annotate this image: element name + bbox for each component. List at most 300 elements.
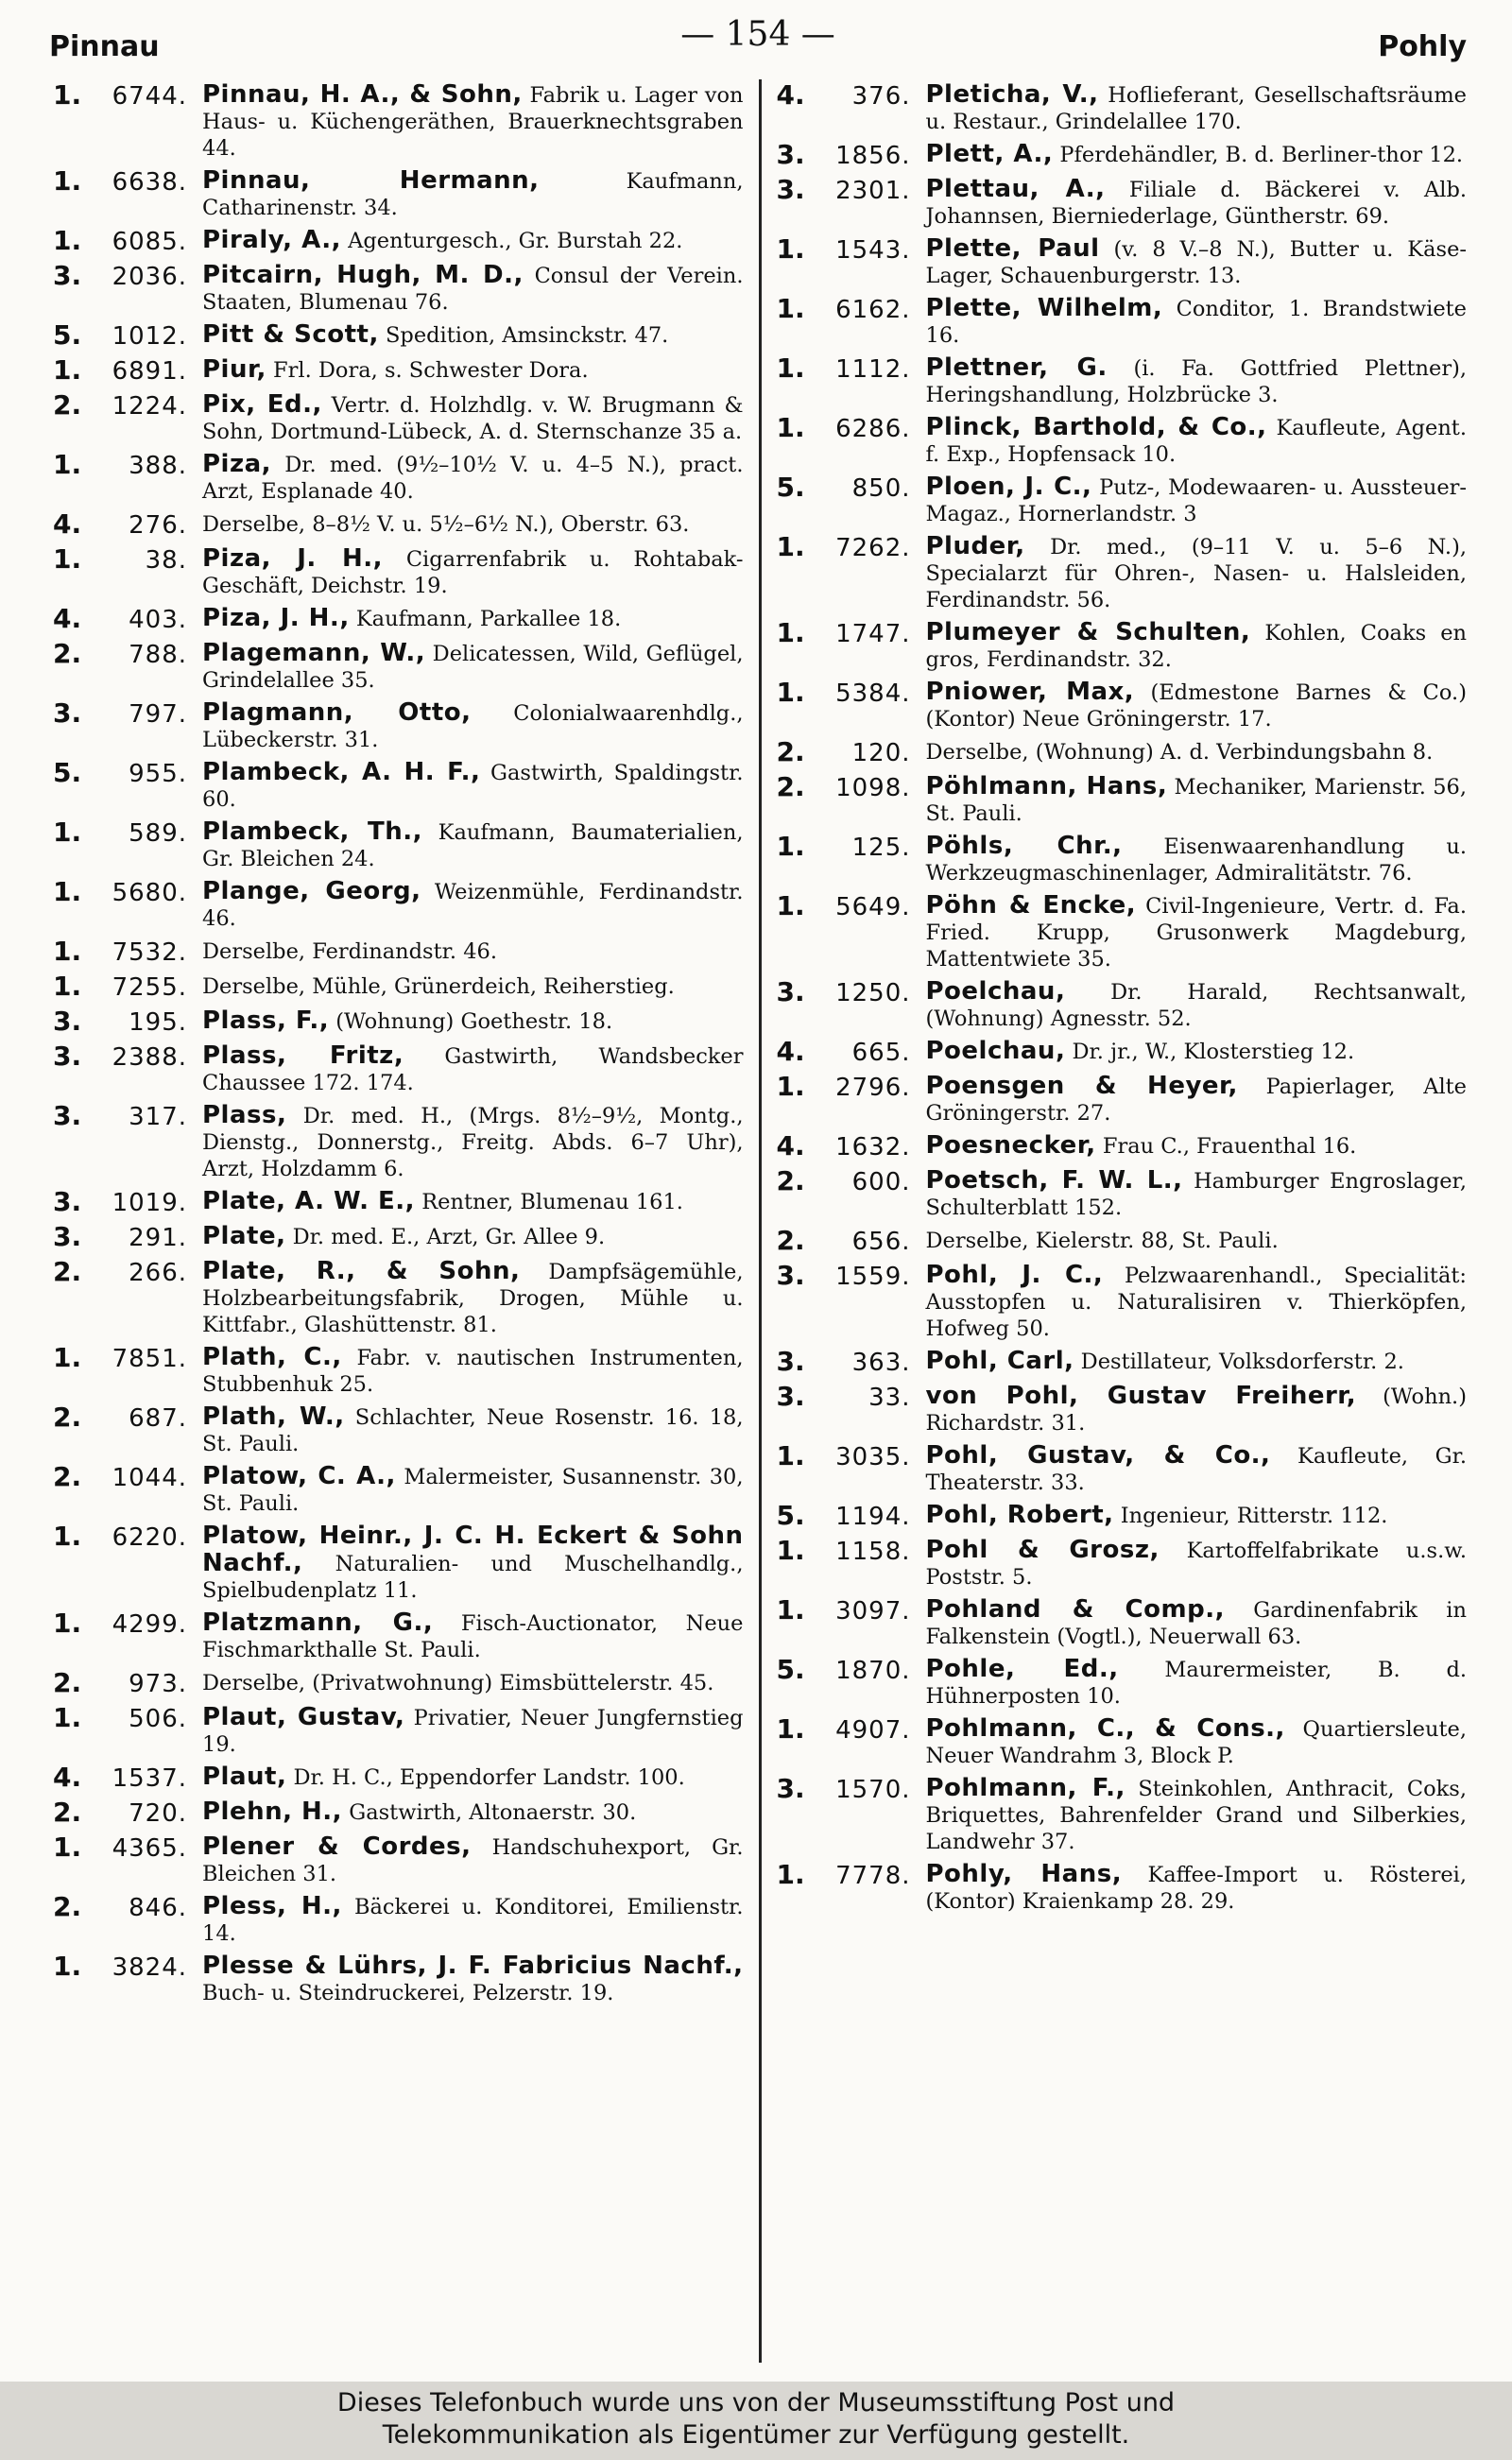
directory-entry [777, 1381, 1468, 1436]
subscriber-details: Civil-Ingenieure, Vertr. d. Fa. Fried. Krupp, Grusonwerk Magdeburg, Mattentwiete 35. [925, 894, 1467, 972]
phone-number [53, 1891, 193, 1922]
phone-number [777, 1346, 917, 1377]
subscriber-name: von Pohl, Gustav Freiherr, [925, 1382, 1357, 1410]
subscriber-name: Pohl, J. C., [925, 1261, 1104, 1289]
entry-text [917, 139, 1468, 168]
phone-number [53, 697, 193, 729]
subscriber-name: Poesnecker, [925, 1131, 1096, 1160]
exchange-number: 3. [53, 1100, 82, 1131]
directory-entry [53, 1702, 744, 1758]
exchange-number: 4. [53, 508, 82, 540]
entry-text [193, 817, 744, 872]
directory-entry [777, 1713, 1468, 1769]
phone-number [777, 412, 917, 443]
subscriber-name: Plate, A. W. E., [202, 1187, 416, 1215]
subscriber-details: Rentner, Blumenau 161. [421, 1190, 683, 1214]
entry-text [193, 603, 744, 632]
entry-text [193, 1832, 744, 1887]
subscriber-details: Dr. med., (9–11 V. u. 5–6 N.), Specialarzt für Ohren-, Nasen- u. Halsleiden, Ferdinandstr. 56. [925, 535, 1467, 612]
entry-text [917, 617, 1468, 673]
subscriber-name: Plass, [202, 1101, 287, 1129]
directory-entry [53, 543, 744, 599]
footer-line-2: Telekommunikation als Eigentümer zur Verfügung gestellt. [382, 2420, 1130, 2450]
subscriber-number: 973. [129, 1670, 187, 1698]
subscriber-details: Pferdehändler, B. d. Berliner-thor 12. [1059, 143, 1464, 167]
entry-text [193, 697, 744, 753]
phone-number [53, 1342, 193, 1373]
exchange-number: 1. [776, 353, 805, 384]
subscriber-name: Platow, Heinr., J. C. H. Eckert & Sohn Nachf., [202, 1522, 744, 1577]
subscriber-name: Pohl, Robert, [925, 1501, 1114, 1529]
directory-entry [53, 936, 744, 967]
exchange-number: 2. [53, 1256, 82, 1287]
directory-entry [53, 1667, 744, 1698]
directory-entry [777, 79, 1468, 135]
subscriber-number: 665. [851, 1039, 911, 1067]
phone-number [777, 1225, 917, 1256]
directory-entry [53, 638, 744, 694]
subscriber-name: Plinck, Barthold, & Co., [925, 413, 1267, 441]
phone-number [777, 617, 917, 648]
phone-number [53, 936, 193, 967]
subscriber-number: 1019. [112, 1189, 187, 1217]
subscriber-number: 5384. [835, 680, 911, 708]
entry-text [193, 1667, 744, 1696]
subscriber-number: 7255. [112, 973, 187, 1002]
phone-number [777, 890, 917, 921]
subscriber-details: Dr. med. E., Arzt, Gr. Allee 9. [292, 1225, 606, 1249]
exchange-number: 5. [776, 1500, 805, 1531]
directory-entry [53, 1402, 744, 1457]
subscriber-name: Pless, H., [202, 1892, 342, 1920]
phone-number [53, 1702, 193, 1733]
entry-text [917, 1440, 1468, 1496]
exchange-number: 1. [776, 531, 805, 562]
phone-number [777, 677, 917, 708]
subscriber-number: 1559. [835, 1263, 911, 1291]
subscriber-number: 6085. [112, 228, 187, 256]
directory-entry [53, 508, 744, 540]
subscriber-details: Vertr. d. Holzhdlg. v. W. Brugmann & Sohn, Dortmund-Lübeck, A. d. Sternschanze 35 a. [202, 393, 744, 444]
entry-text [193, 449, 744, 505]
subscriber-number: 4907. [835, 1716, 911, 1745]
exchange-number: 1. [53, 817, 82, 848]
subscriber-details: Eisenwaarenhandlung u. Werkzeugmaschinenlager, Admiralitätstr. 76. [925, 834, 1467, 886]
entry-text [193, 1797, 744, 1826]
phone-number [777, 1535, 917, 1566]
phone-number [777, 1071, 917, 1102]
directory-entry [777, 617, 1468, 673]
phone-number [777, 1713, 917, 1745]
exchange-number: 1. [53, 1702, 82, 1733]
exchange-number: 1. [53, 1951, 82, 1982]
subscriber-details: Putz-, Modewaaren- u. Aussteuer-Magaz., Hornerlandstr. 3 [925, 475, 1468, 526]
entry-text [193, 1041, 744, 1096]
exchange-number: 1. [776, 233, 805, 265]
phone-number [53, 757, 193, 788]
exchange-number: 1. [776, 412, 805, 443]
entry-text [193, 1221, 744, 1250]
entry-text [917, 831, 1468, 886]
subscriber-details: Derselbe, Kielerstr. 88, St. Pauli. [925, 1229, 1279, 1253]
subscriber-name: Pinnau, Hermann, [202, 166, 540, 195]
subscriber-name: Piza, [202, 450, 272, 478]
entry-text [917, 1346, 1468, 1375]
phone-number [53, 1256, 193, 1287]
directory-entry [53, 319, 744, 351]
left-column [47, 79, 759, 2363]
entry-text [917, 1071, 1468, 1127]
entry-text [917, 1773, 1468, 1855]
phone-number [777, 1440, 917, 1471]
exchange-number: 4. [776, 1130, 805, 1161]
directory-entry [53, 1951, 744, 2006]
directory-entry [53, 1521, 744, 1604]
directory-entry [53, 1041, 744, 1096]
phone-number [777, 736, 917, 767]
exchange-number: 3. [53, 1006, 82, 1037]
subscriber-details: Kaufleute, Gr. Theaterstr. 33. [925, 1444, 1468, 1495]
entry-text [917, 736, 1468, 766]
subscriber-name: Poelchau, [925, 1037, 1066, 1065]
directory-entry [53, 1186, 744, 1217]
subscriber-details: Hamburger Engroslager, Schulterblatt 152. [925, 1169, 1467, 1220]
phone-number [53, 1100, 193, 1131]
exchange-number: 1. [53, 543, 82, 575]
subscriber-details: Fabrik u. Lager von Haus- u. Küchengeräthen, Brauerknechtsgraben 44. [202, 83, 744, 161]
phone-number [53, 1402, 193, 1433]
subscriber-name: Pniower, Max, [925, 678, 1135, 706]
subscriber-number: 6162. [835, 296, 911, 324]
subscriber-details: Gastwirth, Spaldingstr. 60. [202, 761, 744, 812]
subscriber-number: 1158. [835, 1538, 911, 1566]
directory-entry [777, 472, 1468, 527]
header-first-name: Pinnau [49, 30, 160, 63]
directory-entry [777, 1036, 1468, 1067]
subscriber-name: Plesse & Lührs, J. F. Fabricius Nachf., [202, 1952, 744, 1980]
phone-number [777, 531, 917, 562]
subscriber-name: Plagmann, Otto, [202, 698, 472, 727]
subscriber-number: 125. [851, 834, 911, 862]
entry-text [917, 1036, 1468, 1065]
directory-entry [53, 757, 744, 813]
subscriber-name: Plette, Wilhelm, [925, 294, 1163, 322]
exchange-number: 2. [53, 1402, 82, 1433]
subscriber-name: Platow, C. A., [202, 1462, 396, 1490]
subscriber-details: Frau C., Frauenthal 16. [1102, 1134, 1357, 1159]
subscriber-number: 403. [129, 606, 187, 634]
entry-text [193, 260, 744, 316]
entry-text [193, 543, 744, 599]
entry-text [917, 976, 1468, 1032]
phone-number [777, 976, 917, 1007]
subscriber-details: (Wohnung) Goethestr. 18. [335, 1009, 613, 1034]
subscriber-details: Naturalien- und Muschelhandlg., Spielbudenplatz 11. [202, 1552, 744, 1603]
subscriber-details: Quartiersleute, Neuer Wandrahm 3, Block P. [925, 1717, 1467, 1768]
directory-entry [777, 1346, 1468, 1377]
exchange-number: 4. [53, 1762, 82, 1793]
directory-entry [777, 1535, 1468, 1591]
subscriber-name: Pohl, Gustav, & Co., [925, 1441, 1271, 1470]
subscriber-details: Gastwirth, Altonaerstr. 30. [349, 1800, 637, 1825]
subscriber-name: Poetsch, F. W. L., [925, 1166, 1183, 1195]
directory-entry [777, 1071, 1468, 1127]
exchange-number: 4. [53, 603, 82, 634]
phone-number [53, 1521, 193, 1552]
subscriber-number: 7262. [835, 534, 911, 562]
directory-entry [53, 697, 744, 753]
subscriber-number: 4365. [112, 1834, 187, 1863]
entry-text [193, 757, 744, 813]
exchange-number: 1. [776, 1440, 805, 1471]
subscriber-number: 1870. [835, 1657, 911, 1685]
directory-entry [777, 1165, 1468, 1221]
subscriber-name: Plambeck, A. H. F., [202, 758, 481, 786]
entry-text [917, 1654, 1468, 1710]
entry-text [917, 771, 1468, 827]
phone-number [777, 1773, 917, 1804]
directory-entry [777, 771, 1468, 827]
subscriber-number: 6891. [112, 357, 187, 386]
entry-text [917, 1500, 1468, 1529]
subscriber-details: Privatier, Neuer Jungfernstieg 19. [202, 1706, 744, 1757]
exchange-number: 3. [776, 976, 805, 1007]
subscriber-details: Mechaniker, Marienstr. 56, St. Pauli. [925, 775, 1467, 826]
phone-number [53, 971, 193, 1002]
directory-entry [53, 1797, 744, 1828]
directory-entry [777, 890, 1468, 972]
directory-entry [777, 1654, 1468, 1710]
subscriber-name: Pleticha, V., [925, 80, 1099, 109]
directory-entry [53, 354, 744, 386]
subscriber-number: 376. [851, 82, 911, 111]
exchange-number: 3. [776, 1260, 805, 1291]
phone-number [777, 1260, 917, 1291]
subscriber-name: Piza, J. H., [202, 604, 350, 632]
subscriber-details: Cigarrenfabrik u. Rohtabak-Geschäft, Deichstr. 19. [202, 547, 744, 598]
directory-entry [53, 1461, 744, 1517]
exchange-number: 1. [53, 449, 82, 480]
subscriber-details: (Edmestone Barnes & Co.) (Kontor) Neue Gröningerstr. 17. [925, 680, 1467, 731]
subscriber-name: Plate, R., & Sohn, [202, 1257, 521, 1285]
subscriber-details: Dr. jr., W., Klosterstieg 12. [1072, 1040, 1355, 1064]
subscriber-number: 720. [129, 1799, 187, 1828]
subscriber-number: 1250. [835, 979, 911, 1007]
exchange-number: 5. [53, 757, 82, 788]
subscriber-number: 1112. [835, 355, 911, 384]
subscriber-number: 6286. [835, 415, 911, 443]
exchange-number: 1. [776, 1594, 805, 1626]
directory-entry [777, 1500, 1468, 1531]
directory-entry [53, 876, 744, 932]
exchange-number: 2. [776, 736, 805, 767]
subscriber-details: Kaufmann, Baumaterialien, Gr. Bleichen 24. [202, 820, 744, 871]
subscriber-number: 1543. [835, 236, 911, 265]
exchange-number: 1. [53, 165, 82, 197]
exchange-number: 1. [776, 1713, 805, 1745]
entry-text [917, 233, 1468, 289]
subscriber-number: 266. [129, 1259, 187, 1287]
subscriber-name: Platzmann, G., [202, 1608, 434, 1637]
subscriber-details: Colonialwaarenhdlg., Lübeckerstr. 31. [202, 701, 744, 752]
phone-number [777, 293, 917, 324]
exchange-number: 4. [776, 79, 805, 111]
phone-number [53, 1762, 193, 1793]
directory-entry [777, 233, 1468, 289]
entry-text [193, 389, 744, 445]
phone-number [777, 1130, 917, 1161]
subscriber-details: Dampfsägemühle, Holzbearbeitungsfabrik, Drogen, Mühle u. Kittfabr., Glashüttenstr. 81. [202, 1260, 744, 1337]
subscriber-name: Plambeck, Th., [202, 817, 422, 846]
subscriber-number: 6638. [112, 168, 187, 197]
subscriber-name: Pohlmann, F., [925, 1774, 1125, 1802]
subscriber-number: 120. [851, 739, 911, 767]
subscriber-details: Filiale d. Bäckerei v. Alb. Johannsen, Bierniederlage, Güntherstr. 69. [925, 178, 1467, 229]
subscriber-details: Conditor, 1. Brandstwiete 16. [925, 297, 1467, 348]
directory-entry [777, 677, 1468, 732]
entry-text [193, 225, 744, 254]
subscriber-name: Plass, F., [202, 1006, 330, 1035]
subscriber-number: 2796. [835, 1074, 911, 1102]
subscriber-name: Poelchau, [925, 977, 1066, 1006]
exchange-number: 3. [776, 1346, 805, 1377]
subscriber-number: 1194. [835, 1503, 911, 1531]
exchange-number: 1. [53, 225, 82, 256]
exchange-number: 1. [53, 1342, 82, 1373]
exchange-number: 1. [776, 677, 805, 708]
subscriber-number: 1224. [112, 392, 187, 421]
subscriber-details: Dr. Harald, Rechtsanwalt, (Wohnung) Agnesstr. 52. [925, 980, 1467, 1031]
entry-text [193, 354, 744, 384]
phone-number [777, 79, 917, 111]
subscriber-details: Consul der Verein. Staaten, Blumenau 76. [202, 264, 744, 315]
subscriber-name: Plehn, H., [202, 1798, 343, 1826]
exchange-number: 2. [53, 1891, 82, 1922]
subscriber-number: 388. [129, 452, 187, 480]
subscriber-number: 3097. [835, 1597, 911, 1626]
subscriber-name: Piza, J. H., [202, 544, 384, 573]
subscriber-number: 4299. [112, 1610, 187, 1639]
directory-entry [777, 1260, 1468, 1342]
phone-number [53, 508, 193, 540]
entry-text [193, 1521, 744, 1604]
directory-entry [53, 1342, 744, 1398]
entry-text [917, 1535, 1468, 1591]
subscriber-number: 5680. [112, 879, 187, 907]
exchange-number: 1. [776, 1859, 805, 1890]
subscriber-name: Pitt & Scott, [202, 320, 379, 349]
entry-text [917, 1859, 1468, 1915]
entry-text [193, 1256, 744, 1338]
directory-entry [53, 1221, 744, 1252]
directory-entry [777, 293, 1468, 349]
phone-number [53, 1608, 193, 1639]
phone-number [777, 233, 917, 265]
directory-entry [777, 1773, 1468, 1855]
phone-number [53, 1951, 193, 1982]
exchange-number: 1. [776, 617, 805, 648]
exchange-number: 1. [776, 1071, 805, 1102]
exchange-number: 2. [53, 389, 82, 421]
subscriber-number: 656. [851, 1228, 911, 1256]
phone-number [53, 603, 193, 634]
entry-text [193, 936, 744, 965]
subscriber-number: 5649. [835, 893, 911, 921]
subscriber-number: 788. [129, 641, 187, 669]
subscriber-details: Spedition, Amsinckstr. 47. [386, 323, 669, 348]
subscriber-details: (Wohn.) Richardstr. 31. [925, 1385, 1467, 1436]
phone-number [777, 1381, 917, 1412]
entry-text [917, 1381, 1468, 1436]
exchange-number: 2. [53, 1461, 82, 1492]
subscriber-details: Fabr. v. nautischen Instrumenten, Stubbenhuk 25. [202, 1346, 744, 1397]
phone-number [53, 1461, 193, 1492]
subscriber-details: Fisch-Auctionator, Neue Fischmarkthalle St. Pauli. [202, 1611, 744, 1662]
exchange-number: 3. [53, 260, 82, 291]
directory-entry [777, 1130, 1468, 1161]
exchange-number: 1. [53, 936, 82, 967]
entry-text [917, 1225, 1468, 1254]
entry-text [193, 1186, 744, 1215]
subscriber-details: Weizenmühle, Ferdinandstr. 46. [202, 880, 744, 931]
directory-entry [53, 1832, 744, 1887]
subscriber-name: Poensgen & Heyer, [925, 1072, 1238, 1100]
directory-entry [53, 79, 744, 162]
subscriber-details: Pelzwaarenhandl., Specialität: Ausstopfen u. Naturalisiren v. Thierköpfen, Hofweg 50. [925, 1264, 1467, 1341]
subscriber-details: Gastwirth, Wandsbecker Chaussee 172. 174. [202, 1044, 744, 1095]
phone-number [53, 1041, 193, 1072]
directory-entry [53, 1100, 744, 1182]
subscriber-details: Bäckerei u. Konditorei, Emilienstr. 14. [202, 1895, 744, 1946]
directory-entry [777, 976, 1468, 1032]
entry-text [917, 1594, 1468, 1650]
exchange-number: 2. [53, 638, 82, 669]
subscriber-name: Plath, W., [202, 1402, 345, 1431]
phone-number [53, 1797, 193, 1828]
entry-text [917, 472, 1468, 527]
phone-number [53, 354, 193, 386]
subscriber-details: Malermeister, Susannenstr. 30, St. Pauli. [202, 1465, 744, 1516]
subscriber-number: 1044. [112, 1464, 187, 1492]
directory-entry [53, 1256, 744, 1338]
subscriber-number: 797. [129, 700, 187, 729]
phone-number [777, 1036, 917, 1067]
subscriber-details: Derselbe, 8–8½ V. u. 5½–6½ N.), Oberstr. 63. [202, 512, 690, 537]
phone-number [777, 139, 917, 170]
subscriber-name: Plath, C., [202, 1343, 342, 1371]
subscriber-name: Pohl, Carl, [925, 1347, 1074, 1375]
entry-text [193, 1100, 744, 1182]
entry-text [917, 353, 1468, 408]
entry-text [917, 1130, 1468, 1160]
directory-columns [47, 79, 1472, 2363]
subscriber-name: Plate, [202, 1222, 286, 1250]
subscriber-number: 2388. [112, 1043, 187, 1072]
subscriber-name: Plettner, G. [925, 353, 1108, 382]
subscriber-details: Delicatessen, Wild, Geflügel, Grindelallee 35. [202, 642, 744, 693]
exchange-number: 2. [776, 771, 805, 802]
subscriber-number: 1747. [835, 620, 911, 648]
phone-number [53, 389, 193, 421]
subscriber-details: Agenturgesch., Gr. Burstah 22. [348, 229, 683, 253]
phone-number [53, 1832, 193, 1863]
exchange-number: 1. [53, 1832, 82, 1863]
phone-number [777, 174, 917, 205]
subscriber-name: Piraly, A., [202, 226, 341, 254]
phone-number [53, 165, 193, 197]
subscriber-number: 7778. [835, 1862, 911, 1890]
subscriber-name: Pohland & Comp., [925, 1595, 1225, 1624]
